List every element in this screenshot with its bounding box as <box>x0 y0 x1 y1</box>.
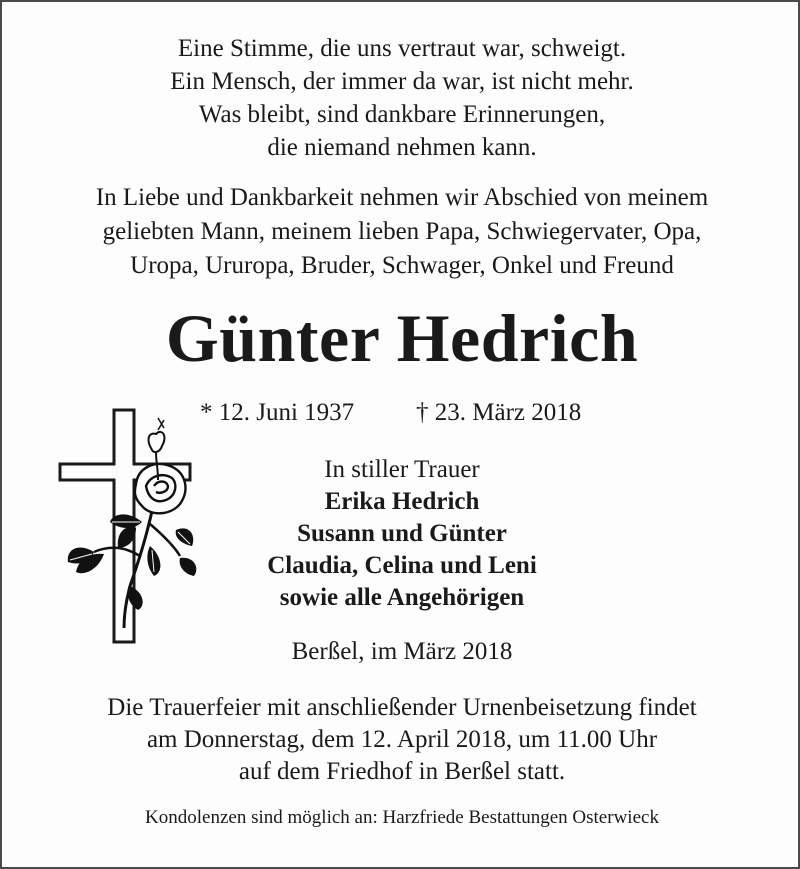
place-date: Berßel, im März 2018 <box>291 638 513 665</box>
funeral-line: auf dem Friedhof in Berßel statt. <box>238 758 566 785</box>
farewell-line: Uropa, Ururopa, Bruder, Schwager, Onkel und Freund <box>130 252 674 279</box>
death-date: † 23. März 2018 <box>416 399 582 426</box>
farewell-line: In Liebe und Dankbarkeit nehmen wir Abschied von meinem <box>95 184 709 211</box>
mourners <box>212 454 592 614</box>
poem-line: Was bleibt, sind dankbare Erinnerungen, <box>198 101 606 128</box>
poem-line: Ein Mensch, der immer da war, ist nicht mehr. <box>170 68 634 95</box>
funeral-info <box>2 692 800 788</box>
poem-line: die niemand nehmen kann. <box>267 134 537 161</box>
farewell-text <box>2 181 800 283</box>
mourner-name: sowie alle Angehörigen <box>279 584 525 611</box>
mourner-name: Erika Hedrich <box>324 488 480 515</box>
poem <box>2 32 800 164</box>
farewell-line: geliebten Mann, meinem lieben Papa, Schwiegervater, Opa, <box>102 218 702 245</box>
deceased-name: Günter Hedrich <box>165 300 639 376</box>
mourners-heading: In stiller Trauer <box>324 456 480 483</box>
funeral-line: Die Trauerfeier mit anschließender Urnenbeisetzung findet <box>107 694 697 721</box>
birth-date: * 12. Juni 1937 <box>200 399 355 426</box>
poem-line: Eine Stimme, die uns vertraut war, schweigt. <box>177 35 627 62</box>
mourner-name: Claudia, Celina und Leni <box>267 552 537 579</box>
funeral-line: am Donnerstag, dem 12. April 2018, um 11.00 Uhr <box>146 726 658 753</box>
condolence-note: Kondolenzen sind möglich an: Harzfriede Bestattungen Osterwieck <box>145 807 659 828</box>
cross-with-rose-icon <box>54 406 199 646</box>
mourner-name: Susann und Günter <box>297 520 507 547</box>
